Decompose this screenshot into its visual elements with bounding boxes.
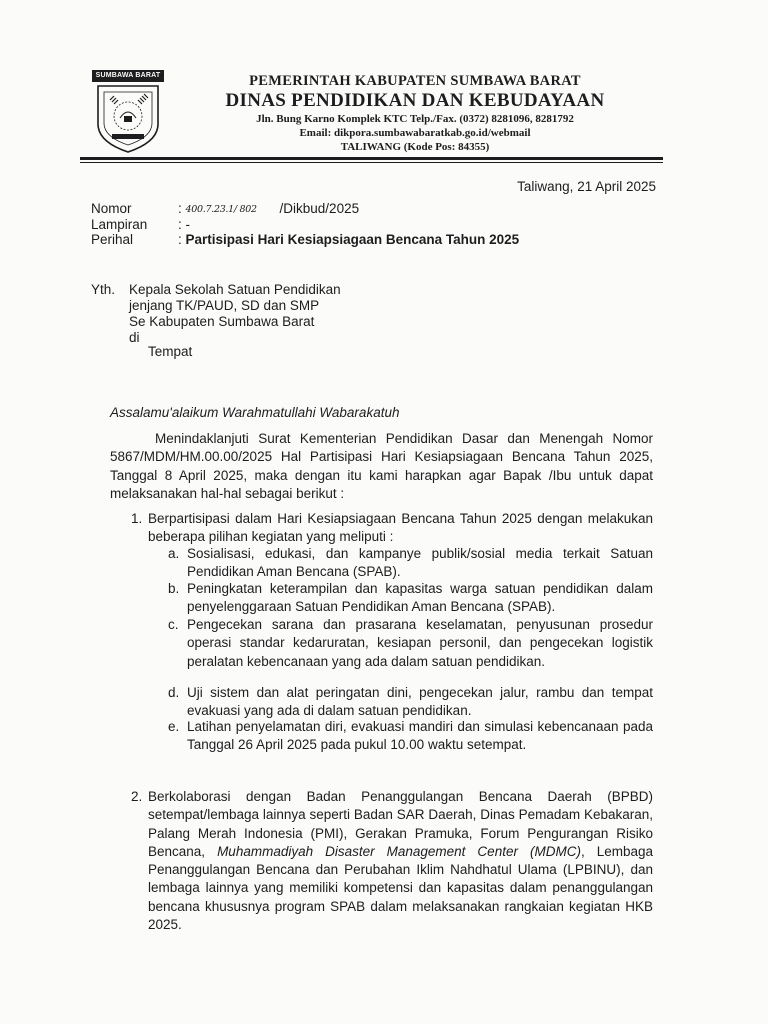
letter-date: Taliwang, 21 April 2025 [517,179,656,194]
address-line: Kepala Sekolah Satuan Pendidikan [129,282,341,297]
logo-banner: SUMBAWA BARAT [92,70,164,82]
point-2-text: Berkolaborasi dengan Badan Penanggulangan Bencana Daerah (BPBD) setempat/lembaga lainnya seperti Badan SAR Daerah, Dinas Pemadam Kebakaran, Palang Merah Indonesia (PMI), Gerakan Pramuka, Forum Pengurangan Risiko Bencana, Muhammadiyah Disaster Management Center (MDMC), Lembaga Penanggulangan Bencana dan Perubahan Iklim Nahdhatul Ulama (LPBINU), dan lembaga lainnya yang memiliki kompetensi dan kapasitas dalam penanggulangan bencana khususnya program SPAB dalam melaksanakan rangkaian kegiatan HKB 2025. [148,789,654,933]
sub-b-text: Peningkatan keterampilan dan kapasitas warga satuan pendidikan dalam penyelenggaraan Satuan Pendidikan Aman Bencana (SPAB). [187,581,653,615]
point-2-number: 2. [131,789,143,804]
address-line: Se Kabupaten Sumbawa Barat [129,314,315,329]
address-line: jenjang TK/PAUD, SD dan SMP [129,298,320,313]
sub-c-letter: c. [168,617,179,632]
greeting: Assalamu'alaikum Warahmatullahi Wabarakatuh [110,405,400,420]
perihal-value: : Partisipasi Hari Kesiapsiagaan Bencana Tahun 2025 [178,232,520,247]
regency-emblem-icon [90,80,166,154]
letterhead-address: Jln. Bung Karno Komplek KTC Telp./Fax. (0372) 8281096, 8281792 [256,113,574,125]
point-1-text: Berpartisipasi dalam Hari Kesiapsiagaan Bencana Tahun 2025 dengan melakukan beberapa pilihan kegiatan yang meliputi : [148,511,653,545]
letterhead-government: PEMERINTAH KABUPATEN SUMBAWA BARAT [249,73,581,89]
address-line: di [129,330,140,345]
letterhead-thick-rule [80,157,663,160]
sub-d-text: Uji sistem dan alat peringatan dini, pengecekan jalur, rambu dan tempat evakuasi yang ada di dalam satuan pendidikan. [187,685,653,719]
sub-a-text: Sosialisasi, edukasi, dan kampanye publik/sosial media terkait Satuan Pendidikan Aman Bencana (SPAB). [187,546,653,580]
nomor-handwritten: 400.7.23.1/ 802 [185,204,257,215]
perihal-label: Perihal [91,232,134,247]
sub-d-letter: d. [168,685,180,700]
point-1-number: 1. [131,511,143,526]
intro-paragraph: Menindaklanjuti Surat Kementerian Pendidikan Dasar dan Menengah Nomor 5867/MDM/HM.00.00/2025 Hal Partisipasi Hari Kesiapsiagaan Bencana Tahun 2025, Tanggal 8 April 2025, maka dengan itu kami harapkan agar Bapak /Ibu untuk dapat melaksanakan hal-hal sebagai berikut : [110,431,653,501]
sub-a-letter: a. [168,546,180,561]
perihal-subject: Partisipasi Hari Kesiapsiagaan Bencana Tahun 2025 [185,232,520,247]
letterhead-thin-rule [80,162,663,163]
letterhead-email: Email: dikpora.sumbawabaratkab.go.id/webmail [299,127,531,139]
sub-e-text: Latihan penyelamatan diri, evakuasi mandiri dan simulasi kebencanaan pada Tanggal 26 April 2025 pada pukul 10.00 waktu setempat. [187,719,653,753]
nomor-suffix: /Dikbud/2025 [279,201,360,216]
sub-b-letter: b. [168,581,180,596]
lampiran-value: : - [178,217,191,232]
nomor-value: : 400.7.23.1/ 802 /Dikbud/2025 [178,200,359,219]
address-line: Tempat [148,344,193,359]
sub-c-text: Pengecekan sarana dan prasarana keselamatan, penyusunan prosedur operasi standar kedaruratan, kesiapan personil, dan pengecekan logistik peralatan kebencanaan yang ada dalam satuan pendidikan. [187,617,653,669]
regency-logo [90,70,166,154]
letterhead [180,72,650,154]
sub-e-letter: e. [168,719,180,734]
letterhead-agency: DINAS PENDIDIKAN DAN KEBUDAYAAN [225,90,605,111]
address-yth: Yth. [91,282,116,297]
letterhead-city: TALIWANG (Kode Pos: 84355) [340,141,490,153]
mdmc-name: Muhammadiyah Disaster Management Center (MDMC) [217,843,581,859]
lampiran-label: Lampiran [91,217,148,232]
nomor-label: Nomor [91,201,132,216]
